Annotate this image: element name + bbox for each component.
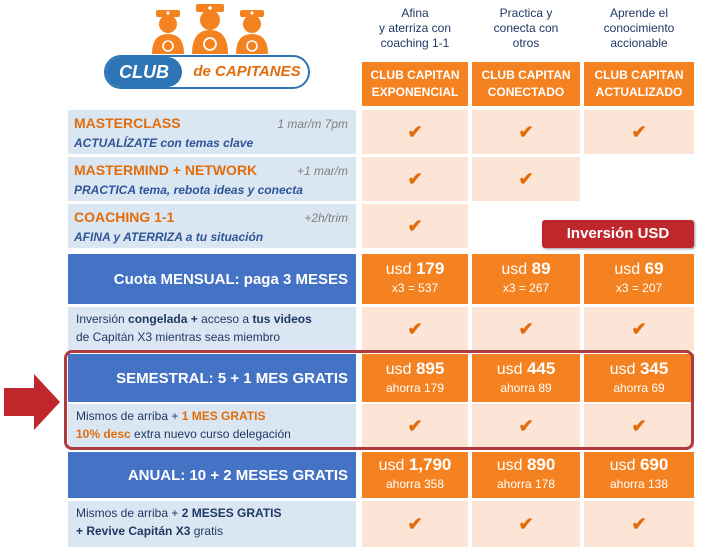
check-icon: ✔: [362, 204, 468, 248]
inversion-usd-label: Inversión USD: [542, 220, 694, 248]
plan-mensual-label: Cuota MENSUAL: paga 3 MESES: [68, 254, 356, 304]
plan-anual-note: Mismos de arriba + 2 MESES GRATIS + Revive Capitán X3 gratis: [68, 501, 356, 547]
column-2-description: Practica y conecta con otros: [493, 6, 559, 50]
feature-title: COACHING 1-1: [74, 209, 175, 225]
plan-header-conectado: CLUB CAPITAN CONECTADO: [472, 62, 580, 106]
price-amount: 69: [644, 259, 664, 278]
price-amount: 445: [526, 359, 556, 378]
price-cell: [584, 452, 694, 498]
check-icon: ✔: [362, 501, 468, 547]
price-total: x3 = 207: [615, 281, 663, 295]
currency: usd: [609, 457, 636, 474]
currency: usd: [385, 261, 412, 278]
feature-subtitle: AFINA y ATERRIZA a tu situación: [74, 230, 264, 244]
feature-schedule: 1 mar/m 7pm: [277, 117, 348, 131]
check-icon: ✔: [472, 307, 580, 351]
check-icon: ✔: [584, 110, 694, 154]
feature-row-mastermind: [68, 157, 356, 201]
price-cell: [362, 254, 468, 304]
feature-row-masterclass: [68, 110, 356, 154]
currency: usd: [385, 361, 412, 378]
check-icon: ✔: [584, 501, 694, 547]
plan-mensual-note: Inversión congelada + acceso a tus videos de Capitán X3 mientras seas miembro: [68, 307, 356, 351]
plan-semestral-note: Mismos de arriba + 1 MES GRATIS 10% desc extra nuevo curso delegación: [68, 404, 356, 448]
plan-anual-label: ANUAL: 10 + 2 MESES GRATIS: [68, 452, 356, 498]
feature-row-coaching: [68, 204, 356, 248]
feature-subtitle: ACTUALÍZATE con temas clave: [74, 136, 254, 150]
price-savings: ahorra 138: [609, 477, 669, 491]
price-amount: 690: [639, 455, 669, 474]
check-icon: ✔: [472, 501, 580, 547]
plan-header-exponencial: CLUB CAPITAN EXPONENCIAL: [362, 62, 468, 106]
price-savings: ahorra 89: [500, 381, 552, 395]
price-total: x3 = 537: [391, 281, 439, 295]
check-icon: ✔: [472, 110, 580, 154]
feature-schedule: +1 mar/m: [296, 164, 348, 178]
semestral-highlight-box: [64, 350, 694, 450]
check-icon: ✔: [362, 110, 468, 154]
currency: usd: [609, 361, 636, 378]
check-icon: ✔: [472, 404, 580, 448]
price-amount: 1,790: [408, 455, 452, 474]
price-savings: ahorra 358: [385, 477, 445, 491]
captains-logo-icon: [150, 2, 270, 54]
feature-title: MASTERCLASS: [74, 115, 181, 131]
plan-header-actualizado: CLUB CAPITAN ACTUALIZADO: [584, 62, 694, 106]
price-cell: [362, 452, 468, 498]
price-cell: [472, 452, 580, 498]
feature-schedule: +2h/trim: [304, 211, 348, 225]
check-icon: ✔: [362, 404, 468, 448]
currency: usd: [496, 361, 523, 378]
check-icon: ✔: [472, 157, 580, 201]
feature-subtitle: PRACTICA tema, rebota ideas y conecta: [74, 183, 303, 197]
currency: usd: [501, 261, 528, 278]
price-amount: 89: [531, 259, 551, 278]
currency: usd: [614, 261, 641, 278]
price-savings: ahorra 178: [496, 477, 556, 491]
check-icon: ✔: [362, 157, 468, 201]
price-savings: ahorra 69: [613, 381, 665, 395]
column-1-description: Afina y aterriza con coaching 1-1: [378, 6, 452, 50]
plan-semestral-label: SEMESTRAL: 5 + 1 MES GRATIS: [68, 354, 356, 402]
red-arrow-icon: [4, 372, 62, 432]
currency: usd: [496, 457, 523, 474]
price-savings: ahorra 179: [385, 381, 445, 395]
check-icon: ✔: [584, 404, 694, 448]
price-amount: 895: [415, 359, 445, 378]
club-label: CLUB: [106, 57, 182, 87]
column-3-description: Aprende el conocimiento accionable: [603, 6, 675, 50]
currency: usd: [378, 457, 405, 474]
price-amount: 179: [415, 259, 445, 278]
price-amount: 345: [639, 359, 669, 378]
check-icon: ✔: [584, 307, 694, 351]
de-capitanes-label: de CAPITANES: [193, 63, 301, 80]
price-cell: [472, 254, 580, 304]
feature-title: MASTERMIND + NETWORK: [74, 162, 258, 178]
price-total: x3 = 267: [502, 281, 550, 295]
price-amount: 890: [526, 455, 556, 474]
price-cell: [584, 254, 694, 304]
check-icon: ✔: [362, 307, 468, 351]
